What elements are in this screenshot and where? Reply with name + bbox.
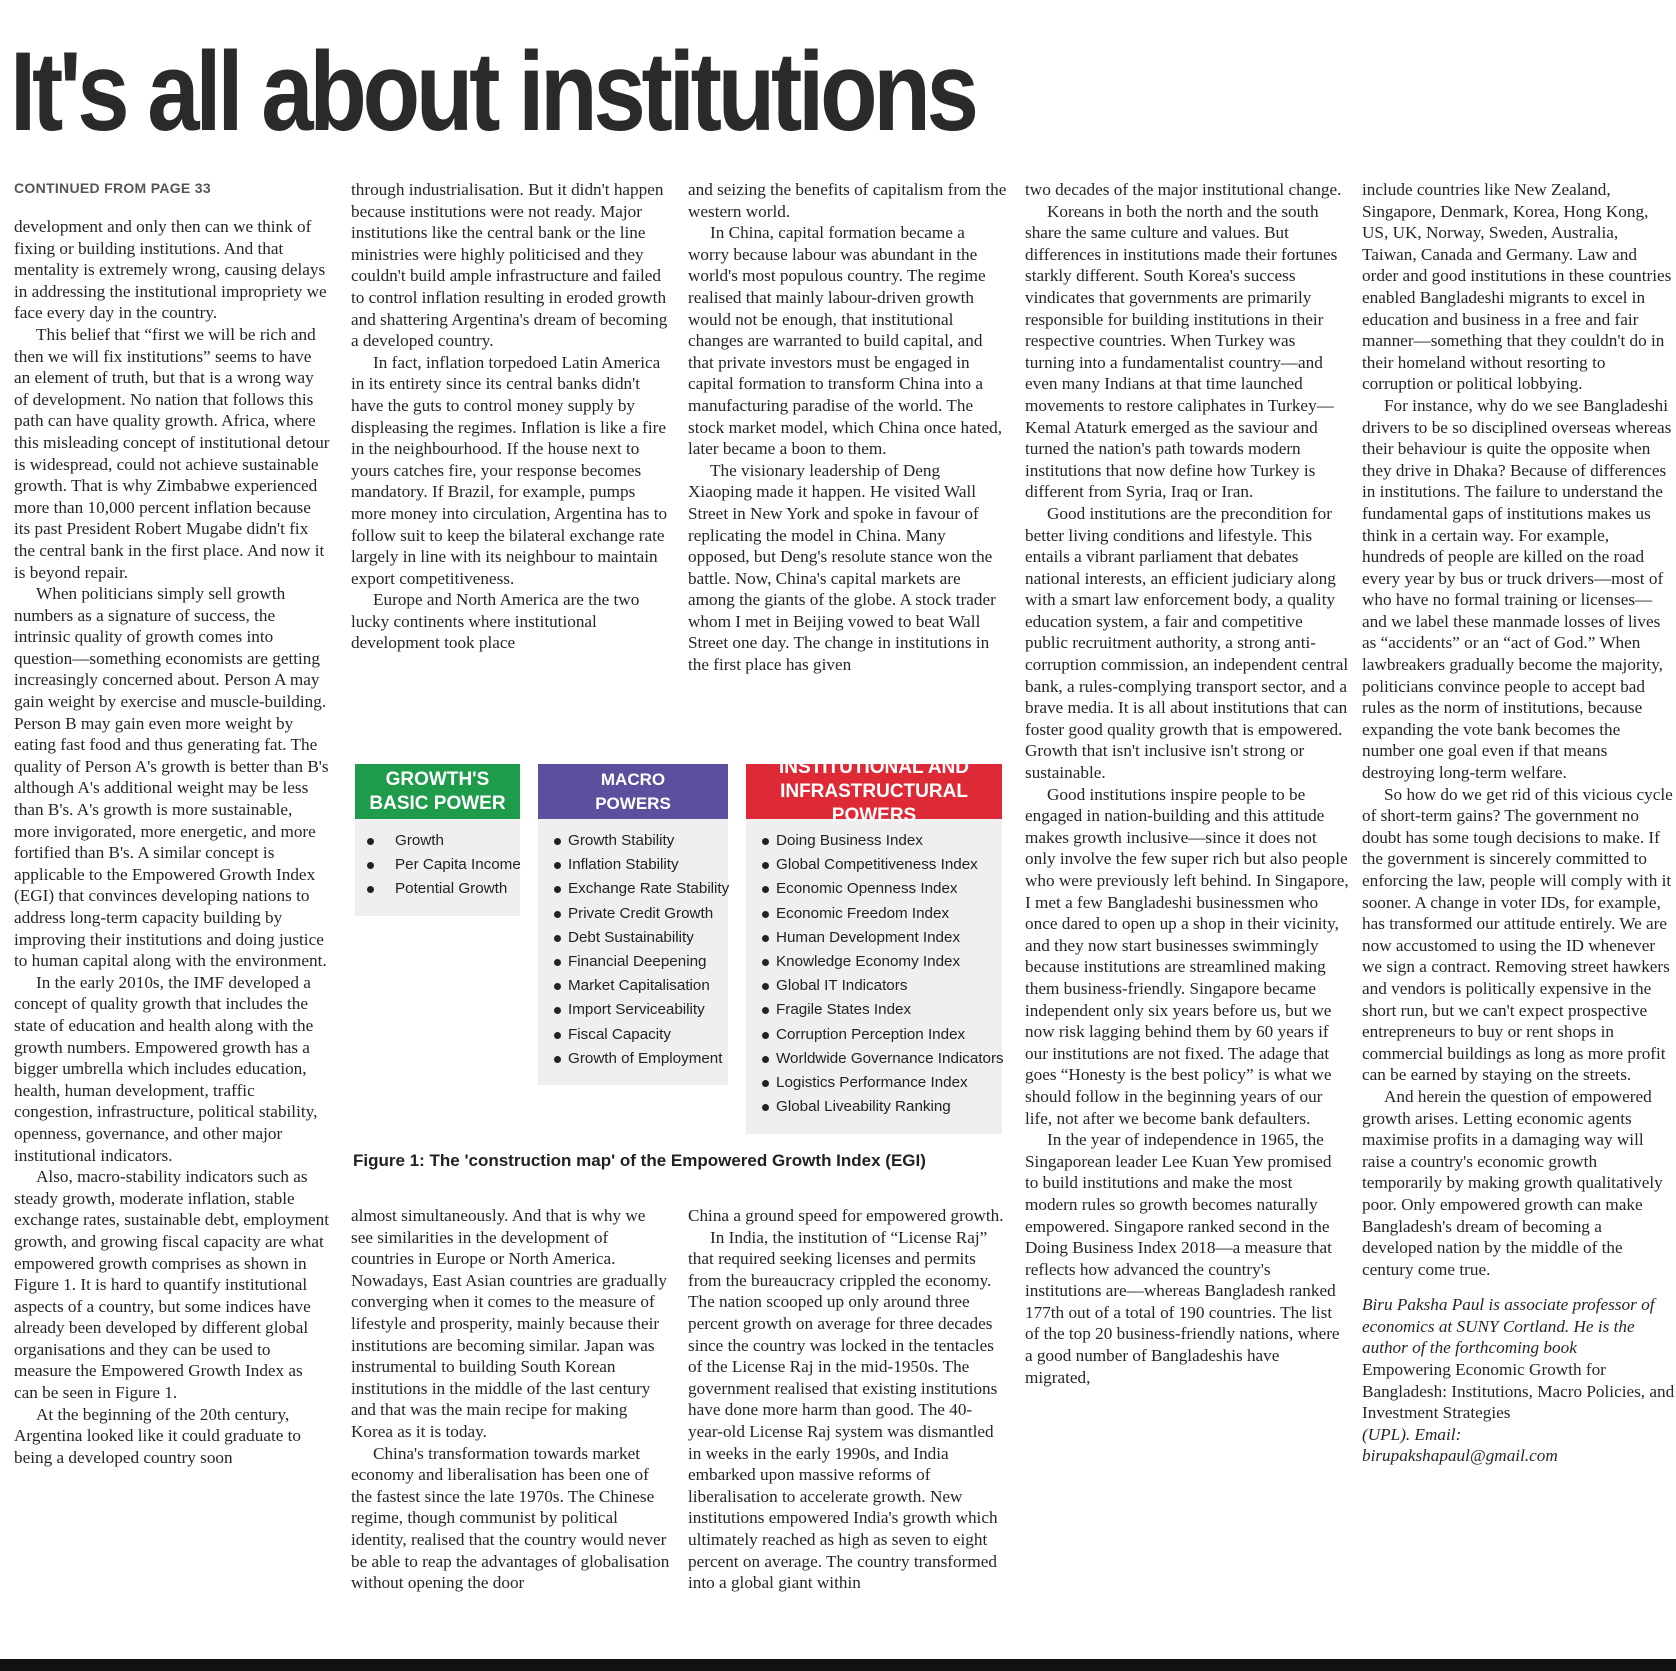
list-item: Growth Stability [538,829,728,853]
author-byline: Biru Paksha Paul is associate professor of economics at SUNY Cortland. He is the author of the forthcoming book [1362,1295,1655,1358]
list-item: Import Serviceability [538,998,728,1022]
list-item: Market Capitalisation [538,974,728,998]
headline: It's all about institutions [10,29,975,154]
article-paragraph: So how do we get rid of this vicious cycle of short-term gains? The government no doubt has some tough decisions to make. If the government is sincerely committed to enforcing the law, people will comply with it sooner. A change in voter IDs, for example, has transformed our attitude entirely. We are now accustomed to using the ID whenever we sign a contract. Removing street hawkers and vendors is politically expensive in the short run, but we can't expect prospective entrepreneurs to buy or rent shops in commercial buildings as long as more profit can be earned by staying on the streets. [1362,784,1673,1085]
box-title-line: POWERS [595,793,671,813]
list-item: Inflation Stability [538,853,728,877]
box-title-line: MACRO [600,769,666,789]
box-title-line: INFRASTRUCTURAL POWERS [780,780,968,826]
figure-box-list [746,819,1002,1127]
list-item: Growth [355,829,520,853]
article-paragraph: When politicians simply sell growth numbers as a signature of success, the intrinsic quality of growth comes into question—something economists are getting increasingly concerned about. Person A may gain weight by exercise and muscle-building. Person B may gain even more weight by eating fast food and thus generating fat. The quality of Person A's growth is better than B's although A's additional weight may be less than B's. A's growth is more sustainable, more invigorated, more energetic, and more fortified than B's. A similar concept is applicable to the Empowered Growth Index (EGI) that convinces developing nations to address long-term capacity building by improving their institutions and doing justice to human capital along with the environment. [14,584,329,971]
article-column-6 [1025,179,1349,1659]
list-item: Potential Growth [355,877,520,901]
list-item: Global Liveability Ranking [746,1095,1002,1119]
box-title-line: INSTITUTIONAL AND [779,756,969,778]
list-item: Exchange Rate Stability [538,877,728,901]
list-item: Logistics Performance Index [746,1071,1002,1095]
article-paragraph: development and only then can we think of fixing or building institutions. And that mentality is extremely wrong, causing delays in addressing the institutional impropriety we face every day in the country. [14,217,327,323]
figure-box-institutional-infrastructural-powers [746,756,1004,1134]
list-item: Private Credit Growth [538,902,728,926]
article-paragraph: China's transformation towards market economy and liberalisation has been one of the fastest since the late 1970s. The Chinese regime, though communist by political identity, realised that the country would never be able to reap the advantages of globalisation without opening the door [351,1443,670,1593]
figure-box-list [538,819,728,1079]
article-column-7 [1362,179,1676,1659]
article-paragraph: Good institutions inspire people to be engaged in nation-building and this attitude makes growth inclusive—since it does not only involve the few super rich but also people who were previously left behind. In Singapore, I met a few Bangladeshi businessmen who once dared to open up a shop in their vicinity, and they now start businesses swimmingly because institutions are streamlined making them business-friendly. Singapore became independent only six years before us, but we now risk lagging behind them by 60 years if our institutions are not fixed. The adage that goes “Honesty is the best policy” is what we should follow in the beginning years of our life, not after we become bank defaulters. [1025,784,1349,1128]
list-item: Economic Freedom Index [746,902,1002,926]
article-paragraph: In the early 2010s, the IMF developed a concept of quality growth that includes the state of education and health along with the growth numbers. Empowered growth has a bigger umbrella which includes education, health, human development, traffic congestion, infrastructure, political stability, openness, governance, and other major institutional indicators. [14,972,318,1165]
continued-from-label: CONTINUED FROM PAGE 33 [14,180,211,196]
list-item: Growth of Employment [538,1047,728,1071]
list-item: Financial Deepening [538,950,728,974]
list-item: Human Development Index [746,926,1002,950]
article-paragraph: The visionary leadership of Deng Xiaoping made it happen. He visited Wall Street in New York and spoke in favour of replicating the model in China. Many opposed, but Deng's resolute stance won the battle. Now, China's capital markets are among the giants of the globe. A stock trader whom I met in Beijing vowed to beat Wall Street one day. The change in institutions in the first place has given [688,460,996,675]
book-title: Empowering Economic Growth for Bangladesh: Institutions, Macro Policies, and Investment Strategies [1362,1360,1675,1423]
figure-box-growth-basic-power [355,764,520,916]
list-item: Economic Openness Index [746,877,1002,901]
article-paragraph: two decades of the major institutional change. [1025,180,1342,199]
page-bottom-bar [0,1659,1676,1671]
list-item: Global IT Indicators [746,974,1002,998]
article-column-2 [351,179,670,744]
list-item: Fiscal Capacity [538,1023,728,1047]
list-item: Knowledge Economy Index [746,950,1002,974]
list-item: Corruption Perception Index [746,1023,1002,1047]
article-column-4 [351,1205,670,1659]
figure-box-header [355,764,520,819]
article-column-3 [688,179,1007,744]
figure-box-header [538,764,728,819]
list-item: Worldwide Governance Indicators [746,1047,1002,1071]
article-paragraph: Europe and North America are the two lucky continents where institutional development took place [351,590,640,653]
article-column-5 [688,1205,1007,1659]
figure-box-header [746,756,1002,826]
article-paragraph: In India, the institution of “License Raj” that required seeking licenses and permits from the bureaucracy crippled the economy. The nation scooped up only around three percent growth on average for three decades since the country was locked in the tentacles of the License Raj in the mid-1950s. The government realised that existing institutions have done more harm than good. The 40-year-old License Raj system was dismantled in weeks in the early 1990s, and India embarked upon massive reforms of liberalisation to accelerate growth. New institutions empowered India's growth which ultimately reached as high as seven to eight percent on average. The country transformed into a global giant within [688,1227,998,1593]
figure-box-macro-powers [538,764,728,1085]
article-paragraph: and seizing the benefits of capitalism from the western world. [688,180,1007,221]
article-paragraph: Koreans in both the north and the south share the same culture and values. But differences in institutions made their fortunes starkly different. South Korea's success vindicates that governments are primarily responsible for building institutions in their respective countries. When Turkey was turning into a fundamentalist country—and even many Indians at that time launched movements to restore caliphates in Turkey—Kemal Ataturk emerged as the saviour and turned the nation's path towards modern institutions that now define how Turkey is different from Syria, Iraq or Iran. [1025,201,1338,502]
list-item: Per Capita Income [355,853,520,877]
article-paragraph: This belief that “first we will be rich and then we will fix institutions” seems to have an element of truth, but that is a wrong way of development. No nation that follows this path can have quality growth. Africa, where this misleading concept of institutional detour is widespread, could not achieve sustainable growth. That is why Zimbabwe experienced more than 10,000 percent inflation because its past President Robert Mugabe didn't fix the central bank in the first place. And now it is beyond repair. [14,324,330,582]
article-paragraph: For instance, why do we see Bangladeshi drivers to be so disciplined overseas whereas their behaviour is quite the opposite when they drive in Dhaka? Because of differences in institutions. The failure to understand the fundamental gaps of institutions makes us think in a certain way. For example, hundreds of people are killed on the road every year by bus or truck drivers—most of who have no formal training or licenses—and we label these manmade losses of lives as “accidents” or an “act of God.” When lawbreakers gradually become the majority, politicians convince people to accept bad rules as the norm of institutions, because expanding the vote bank becomes the number one goal even if that means destroying long-term welfare. [1362,395,1672,783]
box-title-line: BASIC POWER [369,792,506,814]
article-paragraph: Also, macro-stability indicators such as steady growth, moderate inflation, stable exchange rates, sustainable debt, employment growth, and growing fiscal capacity are what empowered growth comprises as shown in Figure 1. It is hard to quantify institutional aspects of a country, but some indices have already been developed by different global organisations and they can be used to measure the Empowered Growth Index as can be seen in Figure 1. [14,1167,329,1403]
article-paragraph: Good institutions are the precondition for better living conditions and lifestyle. This entails a vibrant parliament that debates national interests, an efficient judiciary along with a smart law enforcement body, a quality education system, a fair and competitive public recruitment authority, a strong anti-corruption commission, an independent central bank, a rules-complying transport sector, and a brave media. It is all about institutions that can foster good quality growth that is empowered. Growth that isn't inclusive isn't strong or sustainable. [1025,503,1349,783]
list-item: Global Competitiveness Index [746,853,1002,877]
article-paragraph: At the beginning of the 20th century, Argentina looked like it could graduate to being a developed country soon [14,1404,302,1467]
list-item: Doing Business Index [746,829,1002,853]
figure-caption: Figure 1: The 'construction map' of the Empowered Growth Index (EGI) [353,1151,926,1170]
article-paragraph: through industrialisation. But it didn't happen because institutions were not ready. Major institutions like the central bank or the line ministries were highly politicised and they couldn't build ample infrastructure and failed to control inflation resulting in eroded growth and shattering Argentina's dream of becoming a developed country. [351,180,668,351]
book-publisher-note: (UPL). Email: [1362,1424,1462,1444]
box-title-line: GROWTH'S [385,768,490,790]
figure-box-list [355,819,520,910]
article-paragraph: almost simultaneously. And that is why we see similarities in the development of countries in Europe or North America. Nowadays, East Asian countries are gradually converging when it comes to the measure of lifestyle and prosperity, mainly because their institutions are becoming similar. Japan was instrumental to building South Korean institutions in the middle of the last century and that was the main recipe for making Korea as it is today. [351,1206,667,1441]
article-paragraph: In the year of independence in 1965, the Singaporean leader Lee Kuan Yew promised to build institutions and make the most modern rules so growth becomes naturally empowered. Singapore ranked second in the Doing Business Index 2018—a measure that reflects how advanced the country's institutions are—whereas Bangladesh ranked 177th out of a total of 190 countries. The list of the top 20 business-friendly nations, where a good number of Bangladeshis have migrated, [1025,1130,1340,1387]
article-paragraph: In China, capital formation became a worry because labour was abundant in the world's most populous country. The regime realised that mainly labour-driven growth would not be enough, that institutional changes are warranted to build capital, and that private investors must be engaged in capital formation to transform China into a manufacturing paradise of the world. The stock market model, which China once hated, later became a boon to them. [688,223,1003,459]
article-paragraph: include countries like New Zealand, Singapore, Denmark, Korea, Hong Kong, US, UK, Norway, Sweden, Australia, Taiwan, Canada and Germany. Law and order and good institutions in these countries enabled Bangladeshi migrants to excel in education and business in a free and fair manner—something that they couldn't do in their homeland without resorting to corruption or political lobbying. [1362,180,1672,394]
article-column-1 [14,216,330,1659]
list-item: Debt Sustainability [538,926,728,950]
article-paragraph: In fact, inflation torpedoed Latin America in its entirety since its central banks didn't have the guts to control money supply by displeasing the regimes. Inflation is like a fire in the neighbourhood. If the house next to yours catches fire, your response becomes mandatory. If Brazil, for example, pumps more money into circulation, Argentina has to follow suit to keep the bilateral exchange rate largely in line with its neighbour to maintain export competitiveness. [351,352,668,588]
author-email: birupakshapaul@gmail.com [1362,1446,1558,1466]
article-paragraph: And herein the question of empowered growth arises. Letting economic agents maximise profits in a damaging way will raise a country's economic growth temporarily by making growth qualitatively poor. Only empowered growth can make Bangladesh's dream of becoming a developed nation by the middle of the century come true. [1362,1086,1663,1279]
list-item: Fragile States Index [746,998,1002,1022]
article-paragraph: China a ground speed for empowered growth. [688,1206,1004,1225]
